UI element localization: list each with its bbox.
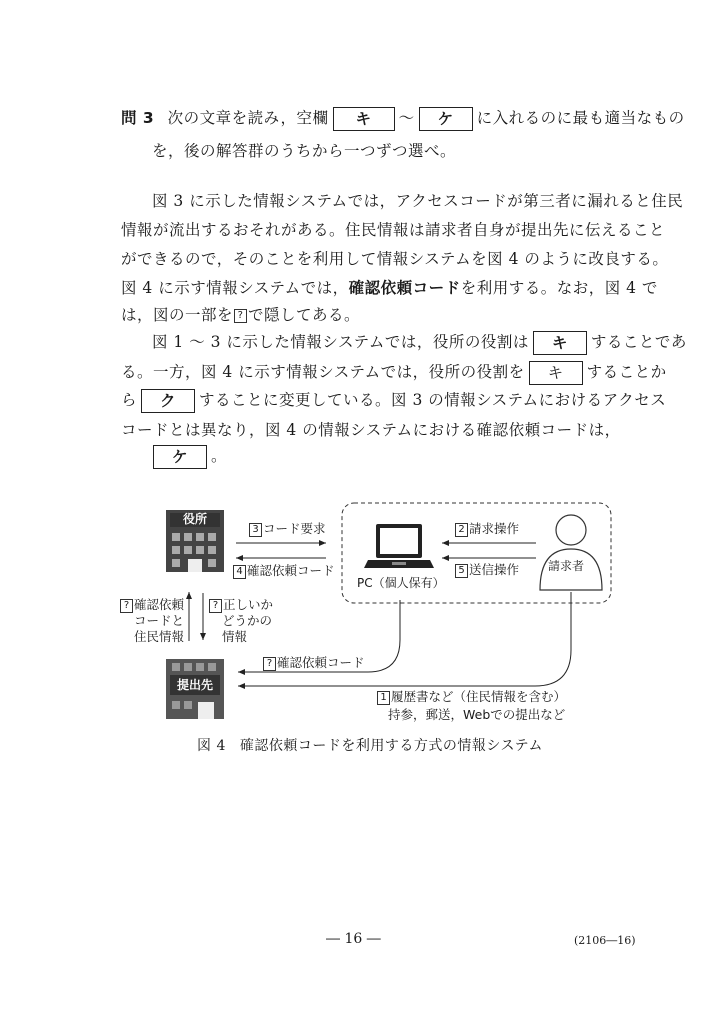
- step-1-number: 1: [377, 691, 390, 705]
- pc-label: PC（個人保有）: [357, 576, 445, 590]
- p1-line-5-b: で隠してある。: [248, 306, 361, 324]
- answer-box-ki: キ: [533, 331, 587, 355]
- right-info-line-1: [208, 597, 273, 613]
- answer-box-ke: ケ: [419, 107, 473, 131]
- requester-label: 請求者: [548, 559, 585, 573]
- p2-line-4: コードとは異なり，図 4 の情報システムにおける確認依頼コードは，: [121, 421, 621, 439]
- p1-line-4-b: を利用する。なお，図 4 で: [460, 279, 658, 297]
- step-5-text: 送信操作: [469, 562, 520, 577]
- step-3-label: [248, 521, 326, 537]
- caption-label: 図 4: [197, 738, 226, 754]
- step-1-line-1: 履歴書など（住民情報を含む）: [391, 689, 567, 704]
- person-icon: [540, 515, 602, 590]
- step-1-label: [376, 689, 566, 705]
- left-info-label: [116, 597, 184, 645]
- p1-line-1: 図 3 に示した情報システムでは，アクセスコードが第三者に漏れると住民: [152, 192, 684, 210]
- right-line-2: どうかの: [222, 613, 273, 628]
- hidden-marker: ?: [234, 309, 247, 323]
- p2-line-1-a: 図 1 ～ 3 に示した情報システムでは，役所の役割は: [152, 333, 529, 351]
- pc-to-submission-marker: ?: [263, 657, 276, 671]
- pc-to-submission-label: [262, 655, 365, 671]
- p1-line-3: ができるので，そのことを利用して情報システムを図 4 のように改良する。: [121, 250, 669, 268]
- p1-line-2: 情報が流出するおそれがある。住民情報は請求者自身が提出先に伝えること: [121, 221, 666, 239]
- tilde: ～: [398, 109, 415, 127]
- left-info-line-1: [116, 597, 184, 613]
- page-number: ― 16 ―: [326, 931, 381, 947]
- p2-line-2-a: る。一方，図 4 に示す情報システムでは，役所の役割を: [121, 363, 525, 381]
- step-4-number: 4: [233, 565, 246, 579]
- p2-period: 。: [211, 447, 228, 465]
- right-hidden-marker: ?: [209, 599, 222, 613]
- left-line-3: 住民情報: [133, 629, 184, 644]
- question-number: 問 3: [121, 109, 155, 127]
- step-3-number: 3: [249, 523, 262, 537]
- step-1-line-2: 持参，郵送，Webでの提出など: [388, 707, 566, 722]
- step-2-label: [454, 521, 519, 537]
- step-5-number: 5: [455, 564, 468, 578]
- question-line-2: を，後の解答群のうちから一つずつ選べ。: [152, 142, 457, 160]
- left-line-1: 確認依頼: [133, 597, 184, 612]
- answer-box-ke: ケ: [153, 445, 207, 469]
- p2-line-1-b: することであ: [590, 333, 687, 351]
- left-hidden-marker: ?: [120, 599, 133, 613]
- right-line-1: 正しいか: [223, 597, 274, 612]
- answer-box-ki-ref: キ: [529, 361, 583, 385]
- step-5-label: [454, 562, 519, 578]
- right-line-3: 情報: [222, 629, 248, 644]
- step-2-text: 請求操作: [469, 521, 520, 536]
- answer-box-ki: キ: [333, 107, 395, 131]
- step-2-number: 2: [455, 523, 468, 537]
- p1-line-5-a: は，図の一部を: [121, 306, 234, 324]
- figure-caption: [197, 735, 543, 755]
- laptop-icon: [364, 524, 434, 568]
- p2-line-2-b: することか: [586, 363, 667, 381]
- exam-code: (2106―16): [574, 934, 636, 947]
- answer-box-ku: ク: [141, 389, 195, 413]
- instruction-text: 次の文章を読み，空欄: [167, 109, 329, 127]
- p2-line-3-b: することに変更している。図 3 の情報システムにおけるアクセス: [199, 391, 667, 409]
- p1-line-4-a: 図 4 に示す情報システムでは，: [121, 279, 349, 297]
- step-4-label: [232, 563, 335, 579]
- right-info-label: [208, 597, 273, 645]
- pc-to-submission-text: 確認依頼コード: [277, 655, 365, 670]
- step-4-text: 確認依頼コード: [247, 563, 335, 578]
- bold-term: 確認依頼コード: [348, 279, 461, 297]
- submission-label: 提出先: [176, 678, 213, 692]
- instruction-text-2: に入れるのに最も適当なもの: [476, 109, 685, 127]
- p2-line-3-a: ら: [121, 391, 138, 409]
- office-label: 役所: [182, 512, 207, 526]
- caption-text: 確認依頼コードを利用する方式の情報システム: [239, 738, 543, 754]
- step-3-text: コード要求: [263, 521, 326, 536]
- left-line-2: コードと: [133, 613, 184, 628]
